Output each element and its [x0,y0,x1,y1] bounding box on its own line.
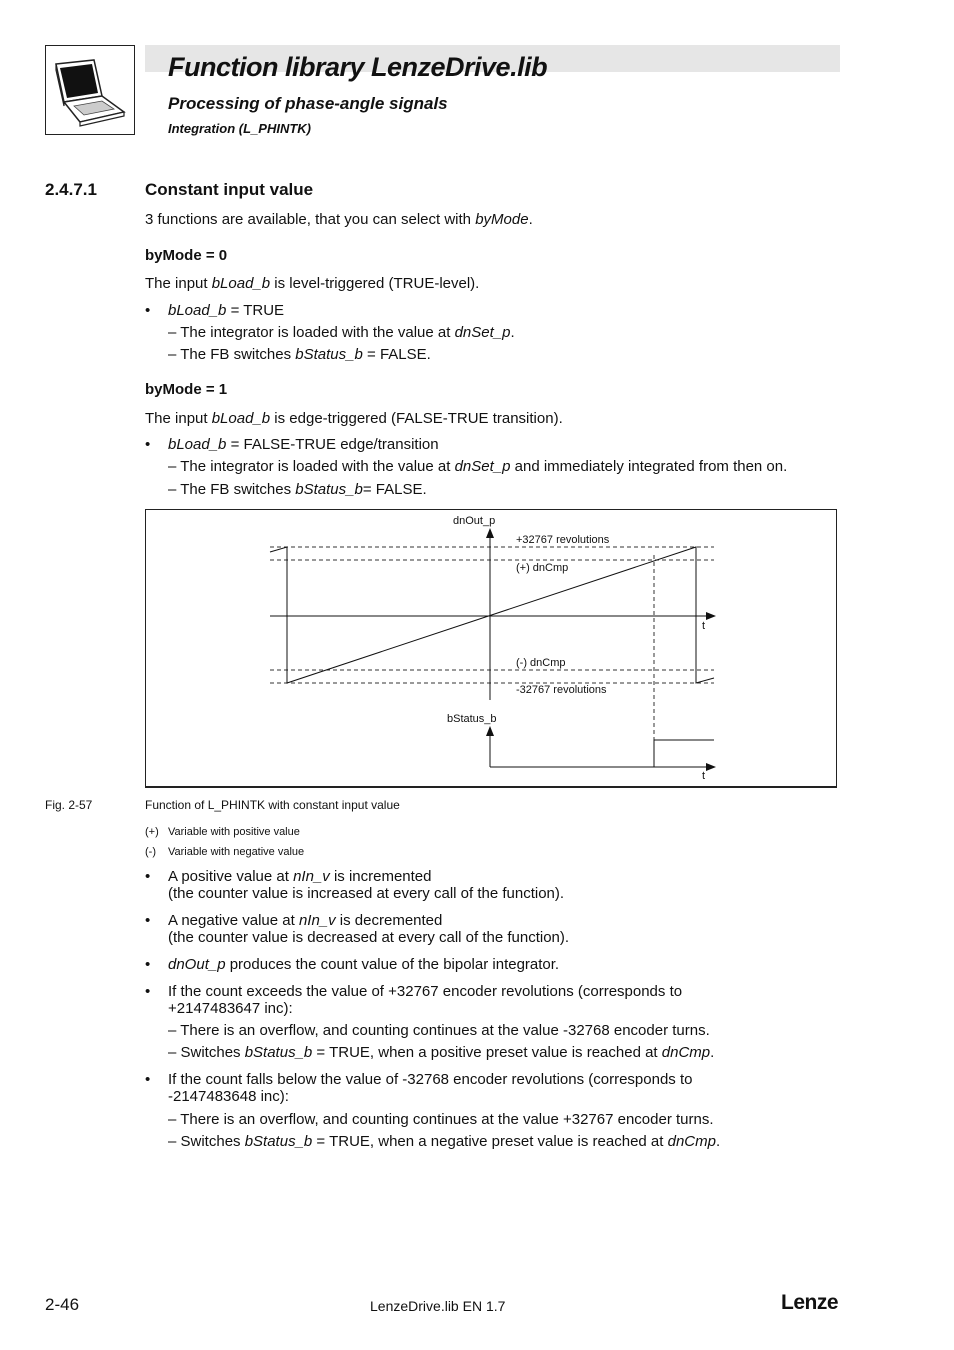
bullet-dot: • [145,868,151,885]
mode0-line2: – The FB switches bStatus_b = FALSE. [168,346,431,363]
status-axis-arrow [486,726,494,736]
bullet-5: If the count falls below the value of -32768 encoder revolutions (corresponds to -2147483648 inc): [168,1071,693,1105]
legend-text: Variable with positive value [168,826,300,838]
document-id: LenzeDrive.lib EN 1.7 [370,1298,506,1314]
bullet-4-line3: – There is an overflow, and counting continues at the value -32768 encoder turns. [168,1022,710,1039]
bullet-2: A negative value at nIn_v is decremented (the counter value is decreased at every call of the function). [168,912,570,946]
lenze-logo: Lenze [781,1291,839,1314]
page-title: Function library LenzeDrive.lib [168,52,548,82]
bullet-dot: • [145,956,151,973]
ramp-signal [270,547,714,683]
time-label: t [702,620,706,632]
mode1-desc: The input bLoad_b is edge-triggered (FALSE-TRUE transition). [145,410,563,427]
output-axis-arrow [486,528,494,538]
bullet-5-line3: – There is an overflow, and counting continues at the value +32767 encoder turns. [168,1111,714,1128]
figure-caption: Function of L_PHINTK with constant input value [145,798,400,812]
legend-text: Variable with negative value [168,846,305,858]
mode1-heading: byMode = 1 [145,381,228,398]
neg-rev-label: -32767 revolutions [516,684,607,696]
section-title: Constant input value [145,180,314,199]
bullet-4-line4: – Switches bStatus_b = TRUE, when a positive preset value is reached at dnCmp. [168,1044,715,1061]
mode1-line1: – The integrator is loaded with the value at dnSet_p and immediately integrated from then on. [168,458,788,475]
bullet-5-line4: – Switches bStatus_b = TRUE, when a negative preset value is reached at dnCmp. [168,1133,721,1150]
bullet-dot: • [145,912,151,929]
bullet-4: If the count exceeds the value of +32767 encoder revolutions (corresponds to +2147483647 inc): [168,983,683,1017]
figure-number: Fig. 2-57 [45,798,93,812]
pos-rev-label: +32767 revolutions [516,534,610,546]
page-subtitle2: Integration (L_PHINTK) [168,121,311,136]
legend-symbol: (-) [145,846,156,858]
status-time-arrow [706,763,716,771]
legend-symbol: (+) [145,826,159,838]
bullet-dot: • [145,1071,151,1088]
pos-cmp-label: (+) dnCmp [516,562,569,574]
status-signal [490,740,714,767]
bullet-3: dnOut_p produces the count value of the bipolar integrator. [168,956,560,973]
bullet-dot: • [145,436,151,453]
intro-text: 3 functions are available, that you can select with byMode. [145,211,533,228]
section-number: 2.4.7.1 [45,180,97,199]
mode0-line1: – The integrator is loaded with the value at dnSet_p. [168,324,515,341]
mode0-desc: The input bLoad_b is level-triggered (TRUE-level). [145,275,480,292]
page-subtitle: Processing of phase-angle signals [168,94,448,113]
y-axis-label: dnOut_p [453,515,496,527]
time-axis-arrow [706,612,716,620]
mode1-bullet: bLoad_b = FALSE-TRUE edge/transition [168,436,439,453]
bullet-dot: • [145,983,151,1000]
page-number: 2-46 [45,1295,80,1314]
neg-cmp-label: (-) dnCmp [516,657,566,669]
mode0-bullet: bLoad_b = TRUE [168,302,285,319]
status-label: bStatus_b [447,713,497,725]
mode0-heading: byMode = 0 [145,247,228,264]
mode1-line2: – The FB switches bStatus_b= FALSE. [168,481,427,498]
bullet-1: A positive value at nIn_v is incremented (the counter value is increased at every call of the function). [168,868,565,902]
status-time-label: t [702,770,706,782]
bullet-dot: • [145,302,151,319]
